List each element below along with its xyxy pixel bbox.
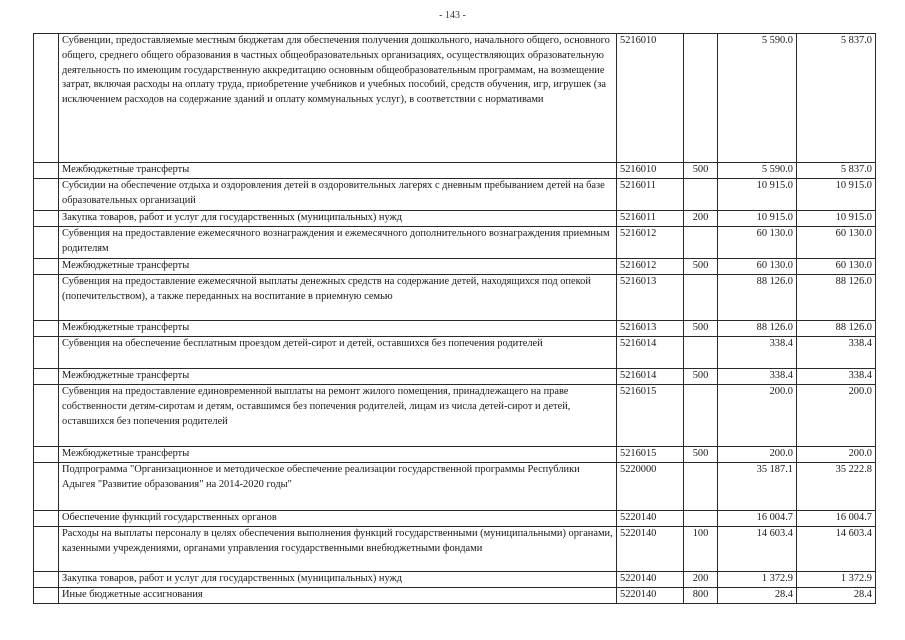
expense-type: 500 [684, 447, 718, 463]
amount-year-2: 5 837.0 [797, 34, 876, 163]
amount-year-1: 14 603.4 [718, 527, 797, 572]
amount-year-1: 60 130.0 [718, 259, 797, 275]
amount-year-2: 10 915.0 [797, 211, 876, 227]
row-index-cell [34, 447, 59, 463]
item-name: Межбюджетные трансферты [59, 321, 617, 337]
table-row [34, 321, 876, 337]
row-index-cell [34, 275, 59, 321]
expense-type [684, 34, 718, 163]
amount-year-1: 5 590.0 [718, 34, 797, 163]
amount-year-1: 338.4 [718, 337, 797, 369]
table-row [34, 511, 876, 527]
item-name: Обеспечение функций государственных органов [59, 511, 617, 527]
target-code: 5220000 [617, 463, 684, 511]
amount-year-1: 35 187.1 [718, 463, 797, 511]
row-index-cell [34, 163, 59, 179]
expense-type: 500 [684, 321, 718, 337]
row-index-cell [34, 34, 59, 163]
expense-type: 500 [684, 259, 718, 275]
page-number: - 143 - [439, 10, 466, 21]
amount-year-2: 5 837.0 [797, 163, 876, 179]
row-index-cell [34, 572, 59, 588]
target-code: 5216011 [617, 179, 684, 211]
item-name: Закупка товаров, работ и услуг для государственных (муниципальных) нужд [59, 211, 617, 227]
amount-year-1: 88 126.0 [718, 321, 797, 337]
table-row [34, 588, 876, 604]
row-index-cell [34, 259, 59, 275]
expense-type: 200 [684, 572, 718, 588]
expense-type: 100 [684, 527, 718, 572]
target-code: 5216010 [617, 163, 684, 179]
amount-year-1: 28.4 [718, 588, 797, 604]
amount-year-2: 338.4 [797, 369, 876, 385]
row-index-cell [34, 337, 59, 369]
amount-year-1: 5 590.0 [718, 163, 797, 179]
amount-year-2: 338.4 [797, 337, 876, 369]
row-index-cell [34, 227, 59, 259]
item-name: Субсидии на обеспечение отдыха и оздоровления детей в оздоровительных лагерях с дневным пребыванием детей на базе образовательных организаций [59, 179, 617, 211]
expense-type: 800 [684, 588, 718, 604]
amount-year-1: 10 915.0 [718, 211, 797, 227]
table-row [34, 275, 876, 321]
table-row [34, 447, 876, 463]
amount-year-2: 14 603.4 [797, 527, 876, 572]
target-code: 5216012 [617, 259, 684, 275]
row-index-cell [34, 321, 59, 337]
target-code: 5220140 [617, 511, 684, 527]
amount-year-1: 200.0 [718, 447, 797, 463]
expense-type [684, 463, 718, 511]
row-index-cell [34, 211, 59, 227]
table-row [34, 34, 876, 163]
table-row [34, 163, 876, 179]
target-code: 5220140 [617, 527, 684, 572]
amount-year-1: 88 126.0 [718, 275, 797, 321]
target-code: 5216011 [617, 211, 684, 227]
target-code: 5216014 [617, 337, 684, 369]
item-name: Субвенции, предоставляемые местным бюджетам для обеспечения получения дошкольного, начального общего, основного общего, среднего общего образования в частных общеобразовательных организациях, осуществляющих образовательную деятельность по имеющим государственную аккредитацию основным общеобразовательным программам, на возмещение затрат, включая расходы на оплату труда, приобретение учебников и учебных пособий, средств обучения, игр, игрушек (за исключением расходов на содержание зданий и оплату коммунальных услуг), в соответствии с нормативами [59, 34, 617, 163]
target-code: 5216015 [617, 447, 684, 463]
amount-year-2: 60 130.0 [797, 227, 876, 259]
expense-type [684, 227, 718, 259]
amount-year-1: 16 004.7 [718, 511, 797, 527]
target-code: 5216012 [617, 227, 684, 259]
item-name: Субвенция на обеспечение бесплатным проездом детей-сирот и детей, оставшихся без попечения родителей [59, 337, 617, 369]
expense-type [684, 511, 718, 527]
item-name: Закупка товаров, работ и услуг для государственных (муниципальных) нужд [59, 572, 617, 588]
item-name: Субвенция на предоставление ежемесячного вознаграждения и ежемесячного дополнительного вознаграждения приемным родителям [59, 227, 617, 259]
table-row [34, 337, 876, 369]
amount-year-1: 1 372.9 [718, 572, 797, 588]
expense-type [684, 179, 718, 211]
table-row [34, 227, 876, 259]
item-name: Межбюджетные трансферты [59, 163, 617, 179]
target-code: 5216014 [617, 369, 684, 385]
table-row [34, 179, 876, 211]
item-name: Подпрограмма "Организационное и методическое обеспечение реализации государственной программы Республики Адыгея "Развитие образования" на 2014-2020 годы" [59, 463, 617, 511]
amount-year-2: 88 126.0 [797, 321, 876, 337]
amount-year-2: 35 222.8 [797, 463, 876, 511]
item-name: Субвенция на предоставление единовременной выплаты на ремонт жилого помещения, принадлежащего на праве собственности детям-сиротам и детям, оставшимся без попечения родителей, лицам из числа детей-сирот и детей, оставшихся без попечения родителей [59, 385, 617, 447]
item-name: Расходы на выплаты персоналу в целях обеспечения выполнения функций государственными (муниципальными) органами, казенными учреждениями, органами управления государственными внебюджетными фондами [59, 527, 617, 572]
table-row [34, 385, 876, 447]
row-index-cell [34, 511, 59, 527]
expense-type: 500 [684, 369, 718, 385]
row-index-cell [34, 463, 59, 511]
table-row [34, 527, 876, 572]
table-row [34, 369, 876, 385]
amount-year-2: 10 915.0 [797, 179, 876, 211]
table-row [34, 572, 876, 588]
expense-type [684, 385, 718, 447]
target-code: 5216013 [617, 321, 684, 337]
expense-type [684, 337, 718, 369]
item-name: Межбюджетные трансферты [59, 447, 617, 463]
amount-year-1: 10 915.0 [718, 179, 797, 211]
expense-type: 500 [684, 163, 718, 179]
amount-year-2: 1 372.9 [797, 572, 876, 588]
row-index-cell [34, 588, 59, 604]
row-index-cell [34, 369, 59, 385]
table-row [34, 211, 876, 227]
target-code: 5216015 [617, 385, 684, 447]
amount-year-2: 88 126.0 [797, 275, 876, 321]
target-code: 5220140 [617, 588, 684, 604]
amount-year-1: 338.4 [718, 369, 797, 385]
target-code: 5216010 [617, 34, 684, 163]
expense-type: 200 [684, 211, 718, 227]
amount-year-2: 200.0 [797, 447, 876, 463]
amount-year-1: 60 130.0 [718, 227, 797, 259]
row-index-cell [34, 179, 59, 211]
target-code: 5216013 [617, 275, 684, 321]
table-row [34, 463, 876, 511]
budget-table [33, 33, 876, 604]
item-name: Межбюджетные трансферты [59, 259, 617, 275]
item-name: Межбюджетные трансферты [59, 369, 617, 385]
row-index-cell [34, 527, 59, 572]
amount-year-2: 60 130.0 [797, 259, 876, 275]
expense-type [684, 275, 718, 321]
amount-year-2: 28.4 [797, 588, 876, 604]
row-index-cell [34, 385, 59, 447]
table-row [34, 259, 876, 275]
amount-year-1: 200.0 [718, 385, 797, 447]
target-code: 5220140 [617, 572, 684, 588]
amount-year-2: 16 004.7 [797, 511, 876, 527]
item-name: Субвенция на предоставление ежемесячной выплаты денежных средств на содержание детей, находящихся под опекой (попечительством), а также переданных на воспитание в приемную семью [59, 275, 617, 321]
amount-year-2: 200.0 [797, 385, 876, 447]
item-name: Иные бюджетные ассигнования [59, 588, 617, 604]
